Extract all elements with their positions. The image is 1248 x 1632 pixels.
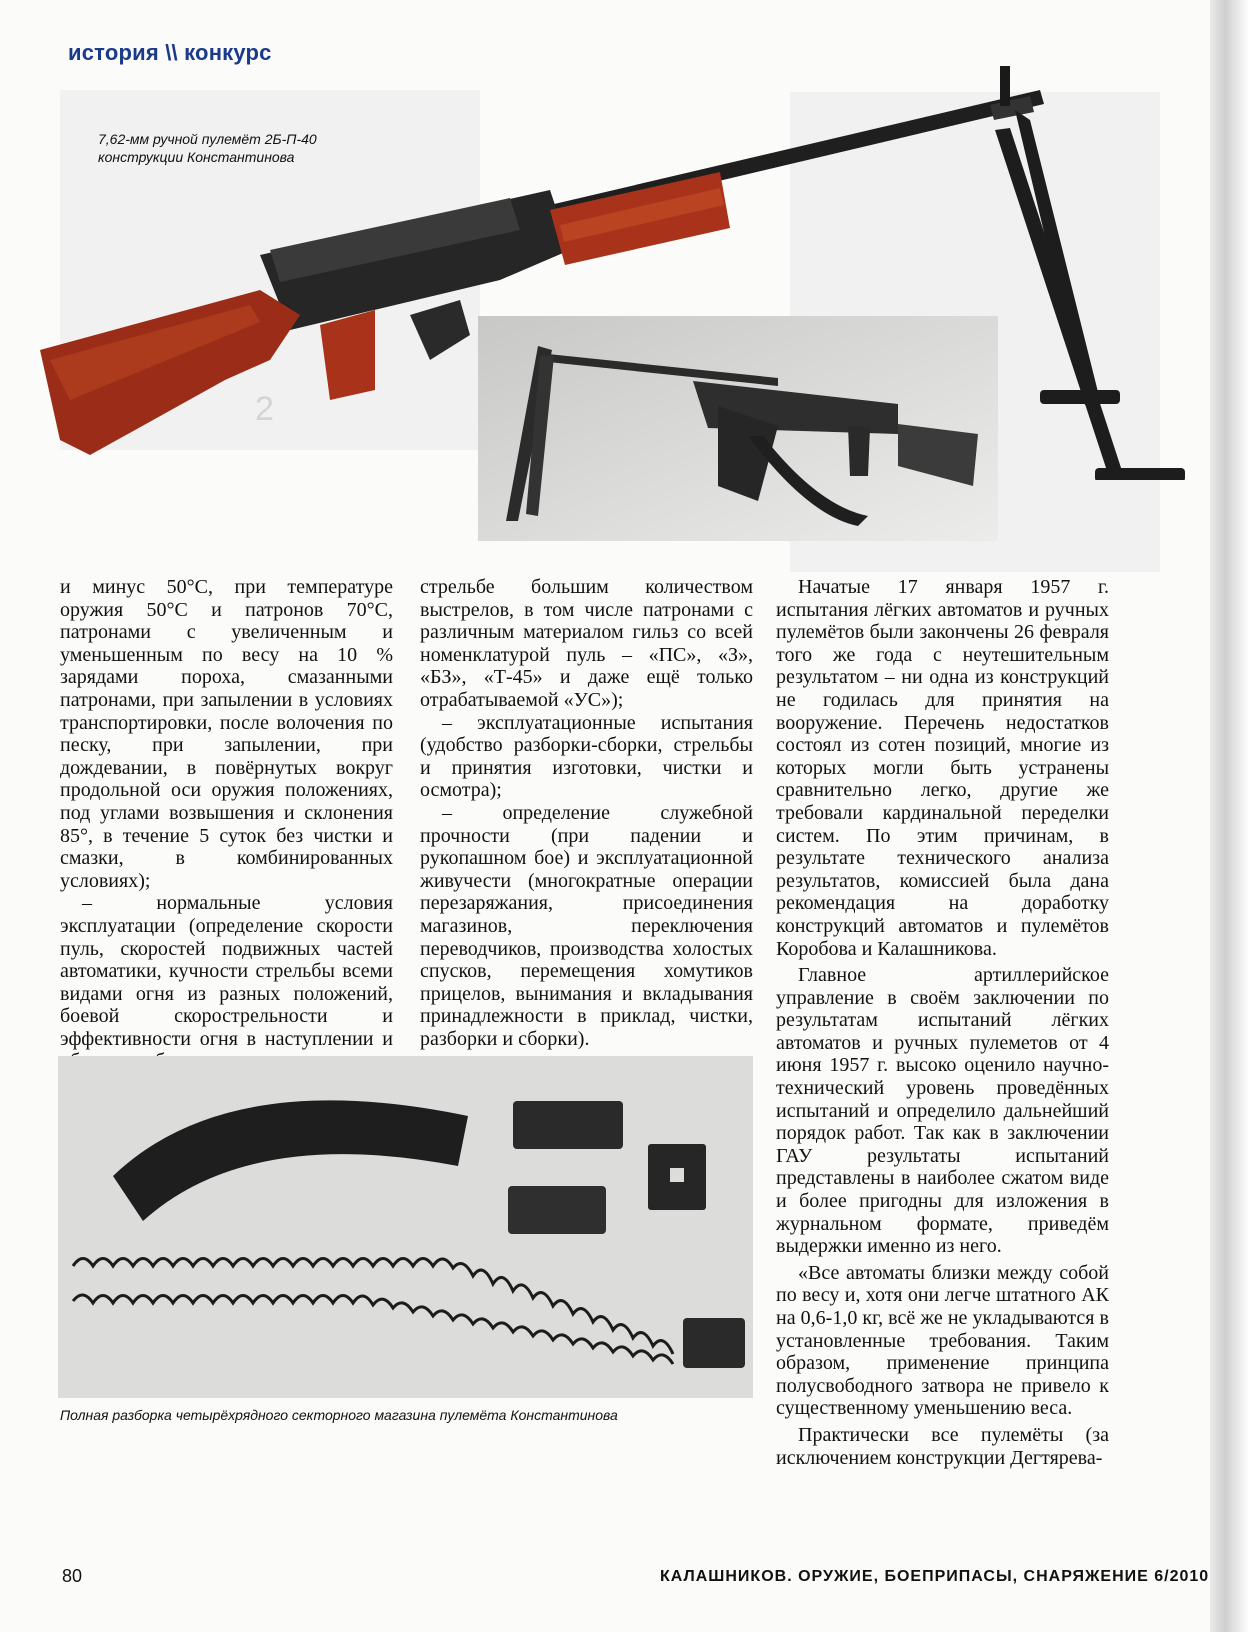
column-right bbox=[776, 576, 1109, 1469]
caption-line: конструкции Константинова bbox=[98, 149, 295, 165]
column-middle bbox=[420, 576, 753, 1050]
page-edge bbox=[1210, 0, 1248, 1632]
magazine-title: КАЛАШНИКОВ. ОРУЖИЕ, БОЕПРИПАСЫ, СНАРЯЖЕНИЕ 6/2010 bbox=[660, 1568, 1210, 1585]
paragraph: Главное артиллерийское управление в своём заключении по результатам испытаний лёгких автоматов и ручных пулеметов от 4 июня 1957 г. высоко оценило научно-технический уровень проведённых испытаний и определило дальнейший порядок работ. Так как в заключении ГАУ результаты испытаний представлены в наиболее сжатом виде и более пригодны для изложения в журнальном формате, приведём выдержки именно из него. bbox=[776, 964, 1109, 1258]
paragraph: Начатые 17 января 1957 г. испытания лёгких автоматов и ручных пулемётов были закончены 26 февраля того же года с неутешительным результатом – ни одна из конструкций не годилась для принятия на вооружение. Перечень недостатков состоял из сотен позиций, многие из которых могли быть устранены сравнительно легко, другие же требовали кардинальной переделки систем. По этим причинам, в результате технического анализа результатов, комиссией была дана рекомендация на доработку конструкций автоматов и пулемётов Коробова и Калашникова. bbox=[776, 576, 1109, 960]
section-label: история \\ конкурс bbox=[68, 40, 272, 65]
paragraph: – эксплуатационные испытания (удобство разборки-сборки, стрельбы и принятия изготовки, чистки и осмотра); bbox=[420, 711, 753, 802]
paragraph: – нормальные условия эксплуатации (определение скорости пуль, скоростей подвижных частей автоматики, кучности стрельбы всеми видами огня из разных положений, боевой скорострельности и эффективности огня в наступлении и bbox=[60, 892, 393, 1050]
inset-gun-photo bbox=[478, 316, 998, 541]
caption-line: 7,62-мм ручной пулемёт 2Б-П-40 bbox=[98, 131, 317, 147]
svg-text:2: 2 bbox=[255, 390, 274, 428]
column-left bbox=[60, 576, 393, 1096]
paragraph: и минус 50°С, при температуре оружия 50°С и патронов 70°С, патронами с увеличенным и уменьшенным по весу на 10 % зарядами пороха, смазанными патронами, при запылении в условиях транспортировки, после волочения по песку, при запылении, при дождевании, в повёрнутых вокруг продольной оси оружия положениях, под углами возвышения и склонения 85°, в течение 5 суток без чистки и смазки, в комбинированных условиях); bbox=[60, 576, 393, 892]
magazine-disassembly-photo bbox=[58, 1056, 753, 1398]
paragraph: – определение служебной прочности (при падении и рукопашном бое) и эксплуатационной живучести (многократные операции перезаряжания, присоединения магазинов, переключения переводчиков, производства холостых спусков, перемещения хомутиков прицелов, вынимания и вкладывания принадлежности в приклад, чистки, разборки и сборки). bbox=[420, 801, 753, 1050]
bottom-photo-caption: Полная разборка четырёхрядного секторного магазина пулемёта Константинова bbox=[60, 1407, 618, 1423]
page-number: 80 bbox=[62, 1566, 83, 1586]
paragraph: Практически все пулемёты (за исключением конструкции Дегтярева- bbox=[776, 1423, 1109, 1469]
paragraph: стрельбе большим количеством выстрелов, в том числе патронами с различным материалом гильз со всей номенклатурой пуль – «ПС», «З», «БЗ», «Т-45» и даже ещё только отрабатываемой «УС»); bbox=[420, 576, 753, 711]
paragraph: «Все автоматы близки между собой по весу и, хотя они легче штатного АК на 0,6-1,0 кг, всё же не укладываются в установленные требования. Таким образом, применение принципа полусвободного затвора не привело к существенному уменьшению веса. bbox=[776, 1261, 1109, 1420]
top-photo-caption bbox=[98, 130, 317, 166]
